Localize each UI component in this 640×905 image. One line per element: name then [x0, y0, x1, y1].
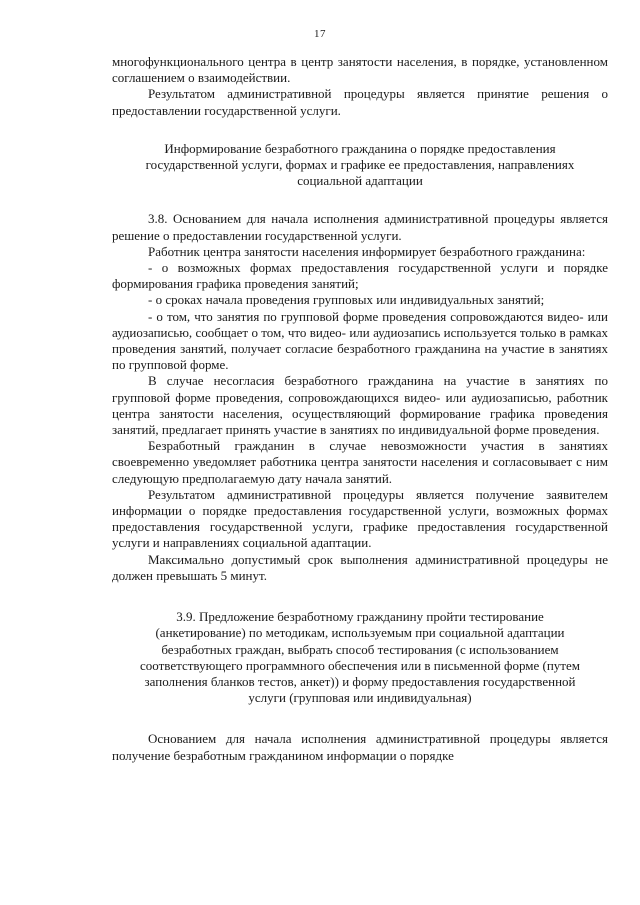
heading-line: Информирование безработного гражданина о порядке предоставления [164, 140, 556, 156]
paragraph-3-8-informs: Работник центра занятости населения информирует безработного гражданина: [148, 243, 586, 259]
section-heading-testing [112, 609, 608, 706]
paragraph-3-8-basis: 3.8. Основанием для начала исполнения административной процедуры является решение о предоставлении государственной услуги. [112, 211, 608, 243]
heading-line: соответствующего программного обеспечения или в письменной форме (путем [140, 657, 580, 673]
heading-line: государственной услуги, формах и графике ее предоставления, направлениях [145, 157, 575, 173]
section-heading-informing [112, 141, 608, 190]
heading-line: услуги (групповая или индивидуальная) [248, 690, 472, 706]
paragraph-3-9-basis: Основанием для начала исполнения административной процедуры является получение безработным гражданином информации о порядке [112, 731, 608, 763]
paragraph-result: Результатом административной процедуры является принятие решения о предоставлении государственной услуги. [112, 86, 608, 118]
page-number: 17 [314, 28, 326, 40]
paragraph-3-8-notification: Безработный гражданин в случае невозможности участия в занятиях своевременно уведомляет работника центра занятости населения и согласовывает с ним следующую предполагаемую дату начала занятий. [112, 438, 608, 486]
heading-line: (анкетирование) по методикам, используемым при социальной адаптации [155, 625, 565, 641]
paragraph-3-8-disagreement: В случае несогласия безработного гражданина на участие в занятиях по групповой форме проведения, сопровождающихся видео- или аудиозаписью, работник центра занятости населения, осуществляющий формирование графика проведения занятий, предлагает принять участие в занятиях по индивидуальной форме проведения. [112, 373, 608, 438]
list-item-forms: - о возможных формах предоставления государственной услуги и порядке формирования графика проведения занятий; [112, 260, 608, 292]
page-content [112, 54, 608, 764]
paragraph-3-8-deadline: Максимально допустимый срок выполнения административной процедуры не должен превышать 5 минут. [112, 551, 608, 583]
paragraph-continuation: многофункционального центра в центр занятости населения, в порядке, установленном соглашением о взаимодействии. [112, 54, 608, 86]
heading-line: 3.9. Предложение безработному гражданину пройти тестирование [176, 609, 544, 625]
heading-line: безработных граждан, выбрать способ тестирования (с использованием [161, 641, 559, 657]
heading-line: социальной адаптации [297, 173, 423, 189]
list-item-dates: - о сроках начала проведения групповых или индивидуальных занятий; [148, 292, 545, 308]
paragraph-3-8-result: Результатом административной процедуры является получение заявителем информации о порядке предоставления государственной услуги, возможных формах предоставления государственной услуги, графике предоставления государственной услуги и направлениях социальной адаптации. [112, 486, 608, 551]
list-item-recording: - о том, что занятия по групповой форме проведения сопровождаются видео- или аудиозаписью, сообщает о том, что видео- или аудиозапись используется только в рамках проведения занятий, получает согласие безработного гражданина на участие в занятиях по групповой форме. [112, 308, 608, 373]
heading-line: заполнения бланков тестов, анкет)) и форму предоставления государственной [144, 673, 576, 689]
